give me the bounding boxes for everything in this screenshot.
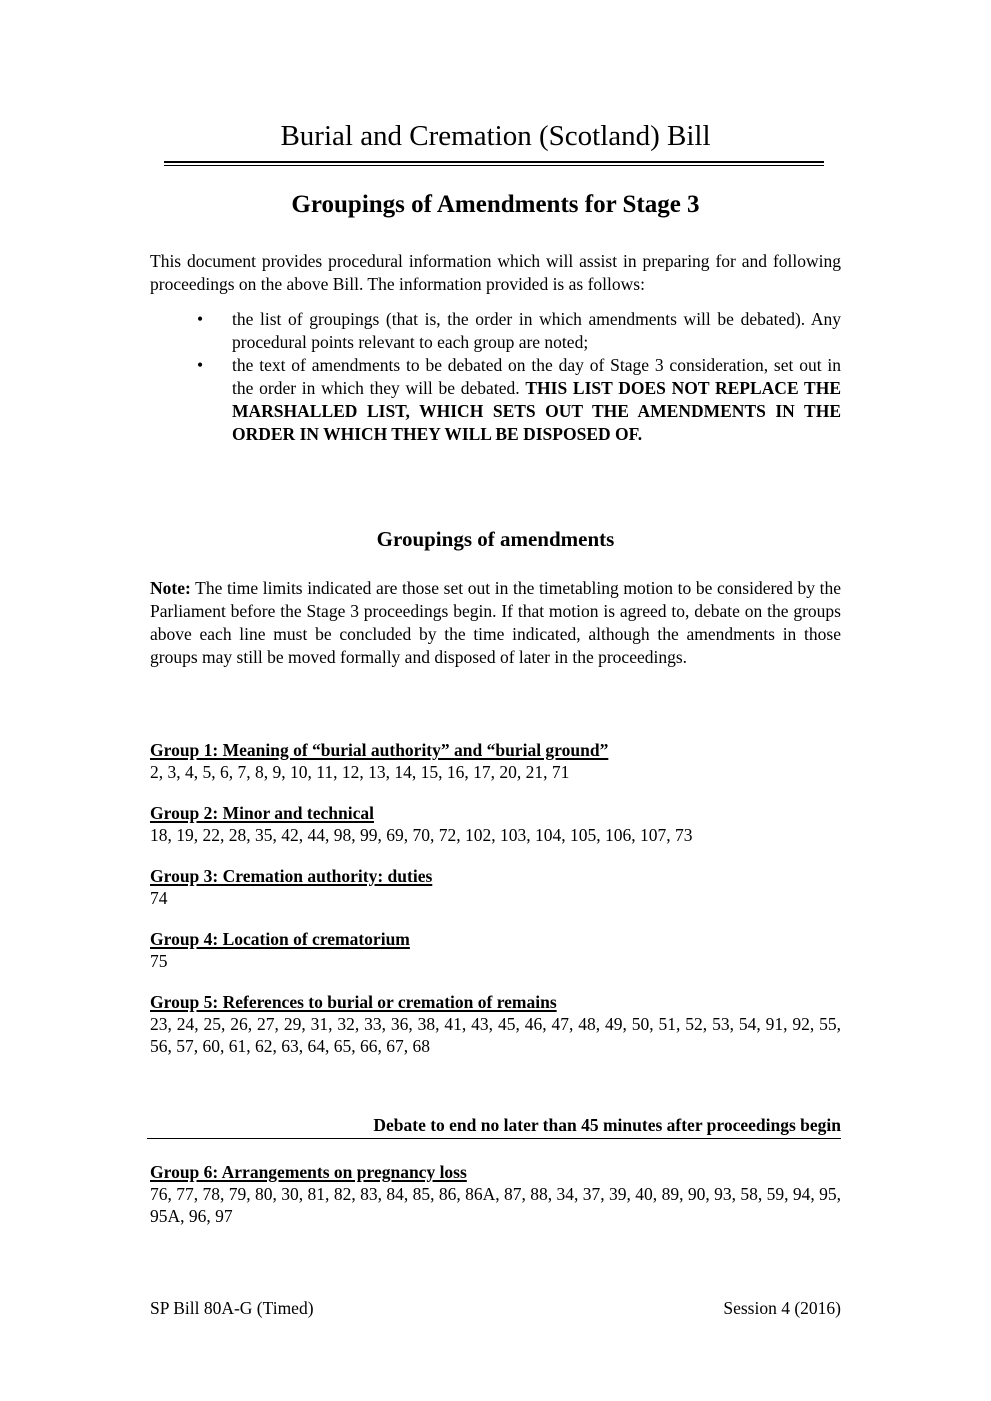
title-double-rule — [164, 161, 824, 166]
group-amendments: 74 — [150, 888, 168, 908]
note-paragraph — [150, 577, 841, 669]
group-title: Group 6: Arrangements on pregnancy loss — [150, 1162, 467, 1182]
footer-bill-reference: SP Bill 80A-G (Timed) — [150, 1298, 314, 1318]
bullet-icon: • — [197, 355, 204, 375]
group-amendments: 75 — [150, 951, 168, 971]
bullet-item-groupings-list — [197, 308, 841, 354]
group-6 — [150, 1161, 841, 1227]
group-title: Group 4: Location of crematorium — [150, 929, 410, 949]
group-1 — [150, 739, 841, 783]
group-3 — [150, 865, 841, 909]
group-5 — [150, 991, 841, 1057]
bill-title: Burial and Cremation (Scotland) Bill — [280, 120, 711, 152]
group-title: Group 2: Minor and technical — [150, 803, 374, 823]
bullet-text: the text of amendments to be debated on the day of Stage 3 consideration, set out in the order in which they will be debated. — [232, 355, 841, 398]
document-title: Groupings of Amendments for Stage 3 — [291, 191, 700, 218]
note-label: Note: — [150, 578, 191, 598]
debate-deadline-line: Debate to end no later than 45 minutes after proceedings begin — [147, 1113, 841, 1139]
groups-list-before-deadline — [150, 739, 841, 1076]
group-amendments: 23, 24, 25, 26, 27, 29, 31, 32, 33, 36, 38, 41, 43, 45, 46, 47, 48, 49, 50, 51, 52, 53, 54, 91, 92, 55, 56, 57, 60, 61, 62, 63, 64, 65, 66, 67, 68 — [150, 1014, 841, 1056]
bullet-warning-text: THIS LIST DOES NOT REPLACE THE MARSHALLED LIST, WHICH SETS OUT THE AMENDMENTS IN THE ORDER IN WHICH THEY WILL BE DISPOSED OF. — [232, 378, 842, 444]
section-title-groupings: Groupings of amendments — [376, 527, 615, 551]
group-title: Group 1: Meaning of “burial authority” and “burial ground” — [150, 740, 609, 760]
intro-paragraph: This document provides procedural information which will assist in preparing for and following proceedings on the above Bill. The information provided is as follows: — [150, 251, 841, 294]
group-amendments: 18, 19, 22, 28, 35, 42, 44, 98, 99, 69, 70, 72, 102, 103, 104, 105, 106, 107, 73 — [150, 825, 693, 845]
group-title: Group 3: Cremation authority: duties — [150, 866, 433, 886]
bullet-item-amendment-text — [197, 354, 841, 446]
footer-session: Session 4 (2016) — [723, 1298, 841, 1318]
groups-list-after-deadline — [150, 1161, 841, 1246]
bullet-icon: • — [197, 309, 204, 329]
group-title: Group 5: References to burial or cremation of remains — [150, 992, 557, 1012]
group-2 — [150, 802, 841, 846]
note-text: The time limits indicated are those set out in the timetabling motion to be considered by the Parliament before the Stage 3 proceedings begin. If that motion is agreed to, debate on the groups above each line must be concluded by the time indicated, although the amendments in those groups may still be moved formally and disposed of later in the proceedings. — [150, 578, 841, 667]
group-amendments: 76, 77, 78, 79, 80, 30, 81, 82, 83, 84, 85, 86, 86A, 87, 88, 34, 37, 39, 40, 89, 90, 93, 58, 59, 94, 95, 95A, 96, 97 — [150, 1184, 841, 1226]
intro-bullet-list — [197, 308, 841, 446]
group-4 — [150, 928, 841, 972]
bullet-text: the list of groupings (that is, the order in which amendments will be debated). Any procedural points relevant to each group are noted; — [232, 309, 841, 352]
group-amendments: 2, 3, 4, 5, 6, 7, 8, 9, 10, 11, 12, 13, 14, 15, 16, 17, 20, 21, 71 — [150, 762, 570, 782]
